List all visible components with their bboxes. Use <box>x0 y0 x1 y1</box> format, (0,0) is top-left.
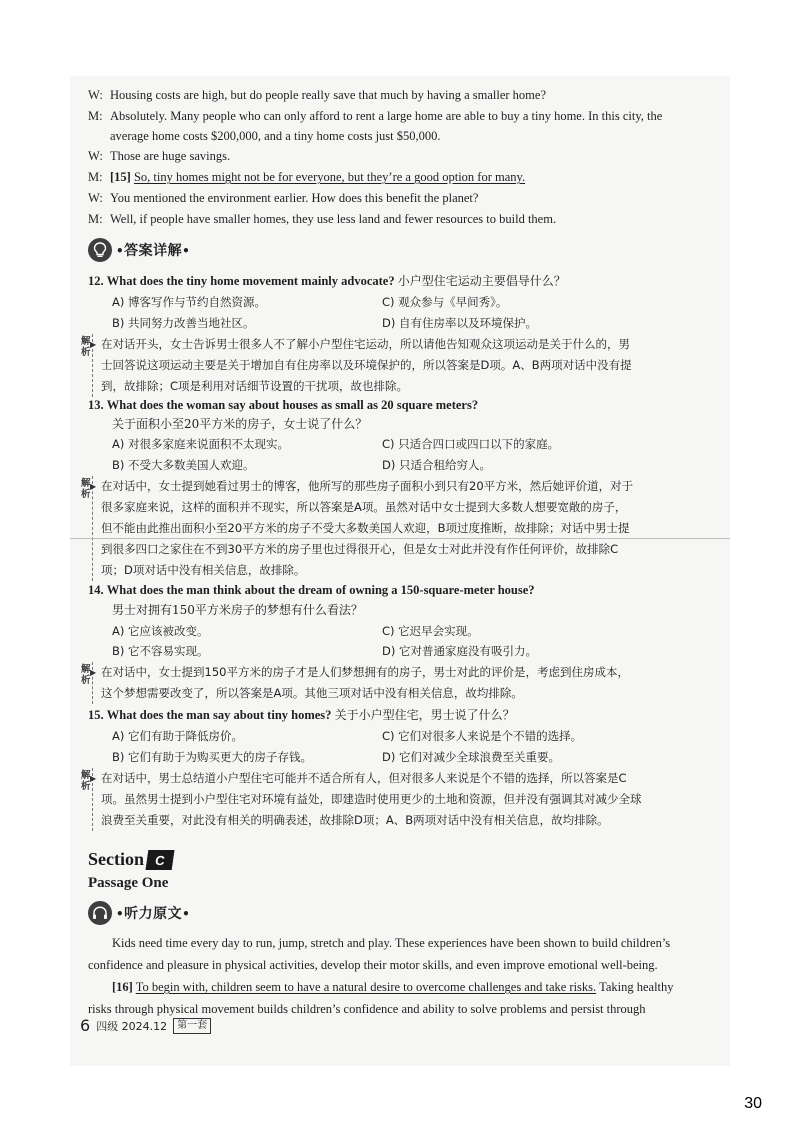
analysis-tag: 解析 <box>81 478 91 500</box>
answer-marker-15: [15] <box>110 170 131 184</box>
q14-option-c: C) 它迟早会实现。 <box>382 624 479 638</box>
listening-section-header <box>88 901 190 925</box>
q13-option-a: A) 对很多家庭来说面积不太现实。 <box>112 437 290 451</box>
q13-analysis: 解析 ▶ 在对话中，女士提到她看过男士的博客，他所写的那些房子面积小到只有20平方米，然后她评价道，对于 很多家庭来说，这样的面积并不现实，所以答案是A项。虽然对话中女士提到大多数人想要宽敞的房子， 但不能由此推出面积小至20平方米的房子不受大多数美国人欢迎，B项过度推断，故排除；对话中男士提 到很多四口之家住在不到30平方米的房子里也过得很开心，但是女士对此并没有作任何评价，故排除C 项；D项对话中没有相关信息，故排除。 <box>92 476 724 581</box>
dialogue-line-5: M: [15] So, tiny homes might not be for everyone, but they’re a good option for many. <box>88 170 526 184</box>
analysis-tag: 解析 <box>81 336 91 358</box>
arrow-icon: ▶ <box>90 340 97 349</box>
q12-option-c: C) 观众参与《早间秀》。 <box>382 295 508 309</box>
page-footer <box>80 1016 211 1035</box>
lightbulb-icon <box>88 238 112 262</box>
page-number: 30 <box>744 1095 762 1112</box>
section-letter-badge: C <box>146 850 175 870</box>
listening-section-title: •听力原文• <box>116 906 191 922</box>
dialogue-line-7: M: Well, if people have smaller homes, they use less land and fewer resources to build them. <box>88 212 557 226</box>
arrow-icon: ▶ <box>90 774 97 783</box>
key-sentence-15: So, tiny homes might not be for everyone, but they’re a good option for many. <box>133 170 526 184</box>
arrow-icon: ▶ <box>90 482 97 491</box>
section-c-heading: Section C <box>88 849 173 870</box>
q13-option-c: C) 只适合四口或四口以下的家庭。 <box>382 437 560 451</box>
passage-paragraph-2: [16] To begin with, children seem to have a natural desire to overcome challenges and take risks. Taking healthy risks through physical movement builds children’s confidence and ability to solve problems and persist through <box>88 980 674 1016</box>
q15-option-c: C) 它们对很多人来说是个不错的选择。 <box>382 729 583 743</box>
key-sentence-16: To begin with, children seem to have a natural desire to overcome challenges and take risks. <box>135 980 597 994</box>
q15-option-d: D) 它们对减少全球浪费至关重要。 <box>382 750 560 764</box>
q12-analysis: 解析 ▶ 在对话开头，女士告诉男士很多人不了解小户型住宅运动，所以请他告知观众这项运动是关于什么的，男 士回答说这项运动主要是关于增加自有住房率以及环境保护的，所以答案是D项。A、B两项对话中没有提 到，故排除；C项是利用对话细节设置的干扰项，故也排除。 <box>92 334 724 397</box>
dialogue-line-2: M: Absolutely. Many people who can only afford to rent a large home are able to buy a tiny home. In this city, the <box>88 109 663 123</box>
answer-marker-16: [16] <box>112 980 133 994</box>
q12-option-b: B) 共同努力改善当地社区。 <box>112 316 255 330</box>
q15-option-a: A) 它们有助于降低房价。 <box>112 729 244 743</box>
q15-option-b: B) 它们有助于为购买更大的房子存钱。 <box>112 750 313 764</box>
footer-exam-label: 四级 2024.12 <box>96 1019 168 1033</box>
dialogue-line-1: W: Housing costs are high, but do people really save that much by having a smaller home? <box>88 88 546 102</box>
headphones-icon <box>88 901 112 925</box>
q14-option-a: A) 它应该被改变。 <box>112 624 209 638</box>
analysis-tag: 解析 <box>81 770 91 792</box>
dialogue-line-3: average home costs $200,000, and a tiny home costs just $50,000. <box>110 129 441 143</box>
dialogue-line-4: W: Those are huge savings. <box>88 149 231 163</box>
q15-analysis: 解析 ▶ 在对话中，男士总结道小户型住宅可能并不适合所有人，但对很多人来说是个不错的选择，所以答案是C 项。虽然男士提到小户型住宅对环境有益处，即建造时使用更少的土地和资源，但并没有强调其对减少全球 浪费至关重要，对此没有相关的明确表述，故排除D项；A、B两项对话中没有相关信息，故均排除。 <box>92 768 724 831</box>
q13-cn: 关于面积小至20平方米的房子，女士说了什么？ <box>112 417 368 431</box>
q14-cn: 男士对拥有150平方米房子的梦想有什么看法？ <box>112 603 363 617</box>
footer-page-number: 6 <box>80 1016 91 1035</box>
answer-section-title: •答案详解• <box>116 243 191 259</box>
dialogue-line-6: W: You mentioned the environment earlier. How does this benefit the planet? <box>88 191 479 205</box>
document-page <box>70 76 730 1066</box>
passage-paragraph-1: Kids need time every day to run, jump, stretch and play. These experiences have been shown to build children’s confidence and pleasure in physical activities, develop their motor skills, and even improve emotional well-being. <box>88 936 671 972</box>
q14-option-b: B) 它不容易实现。 <box>112 644 209 658</box>
q13-option-d: D) 只适合租给穷人。 <box>382 458 491 472</box>
q13-option-b: B) 不受大多数美国人欢迎。 <box>112 458 255 472</box>
question-13: 13. What does the woman say about houses as small as 20 square meters? <box>88 398 479 412</box>
q12-option-a: A) 博客写作与节约自然资源。 <box>112 295 267 309</box>
q14-option-d: D) 它对普通家庭没有吸引力。 <box>382 644 537 658</box>
q14-analysis: 解析 ▶ 在对话中，女士提到150平方米的房子才是人们梦想拥有的房子，男士对此的评价是，考虑到住房成本， 这个梦想需要改变了，所以答案是A项。其他三项对话中没有相关信息，故均排除。 <box>92 662 724 704</box>
arrow-icon: ▶ <box>90 668 97 677</box>
footer-set-badge: 第一套 <box>173 1018 211 1034</box>
question-15: 15. What does the man say about tiny homes? 关于小户型住宅，男士说了什么？ <box>88 708 515 722</box>
question-12: 12. What does the tiny home movement mainly advocate? 小户型住宅运动主要倡导什么？ <box>88 274 566 288</box>
question-14: 14. What does the man think about the dream of owning a 150-square-meter house? <box>88 583 535 597</box>
answer-section-header <box>88 238 190 262</box>
scan-fold-line <box>70 538 730 539</box>
q12-option-d: D) 自有住房率以及环境保护。 <box>382 316 537 330</box>
analysis-tag: 解析 <box>81 664 91 686</box>
passage-title: Passage One <box>88 875 169 891</box>
